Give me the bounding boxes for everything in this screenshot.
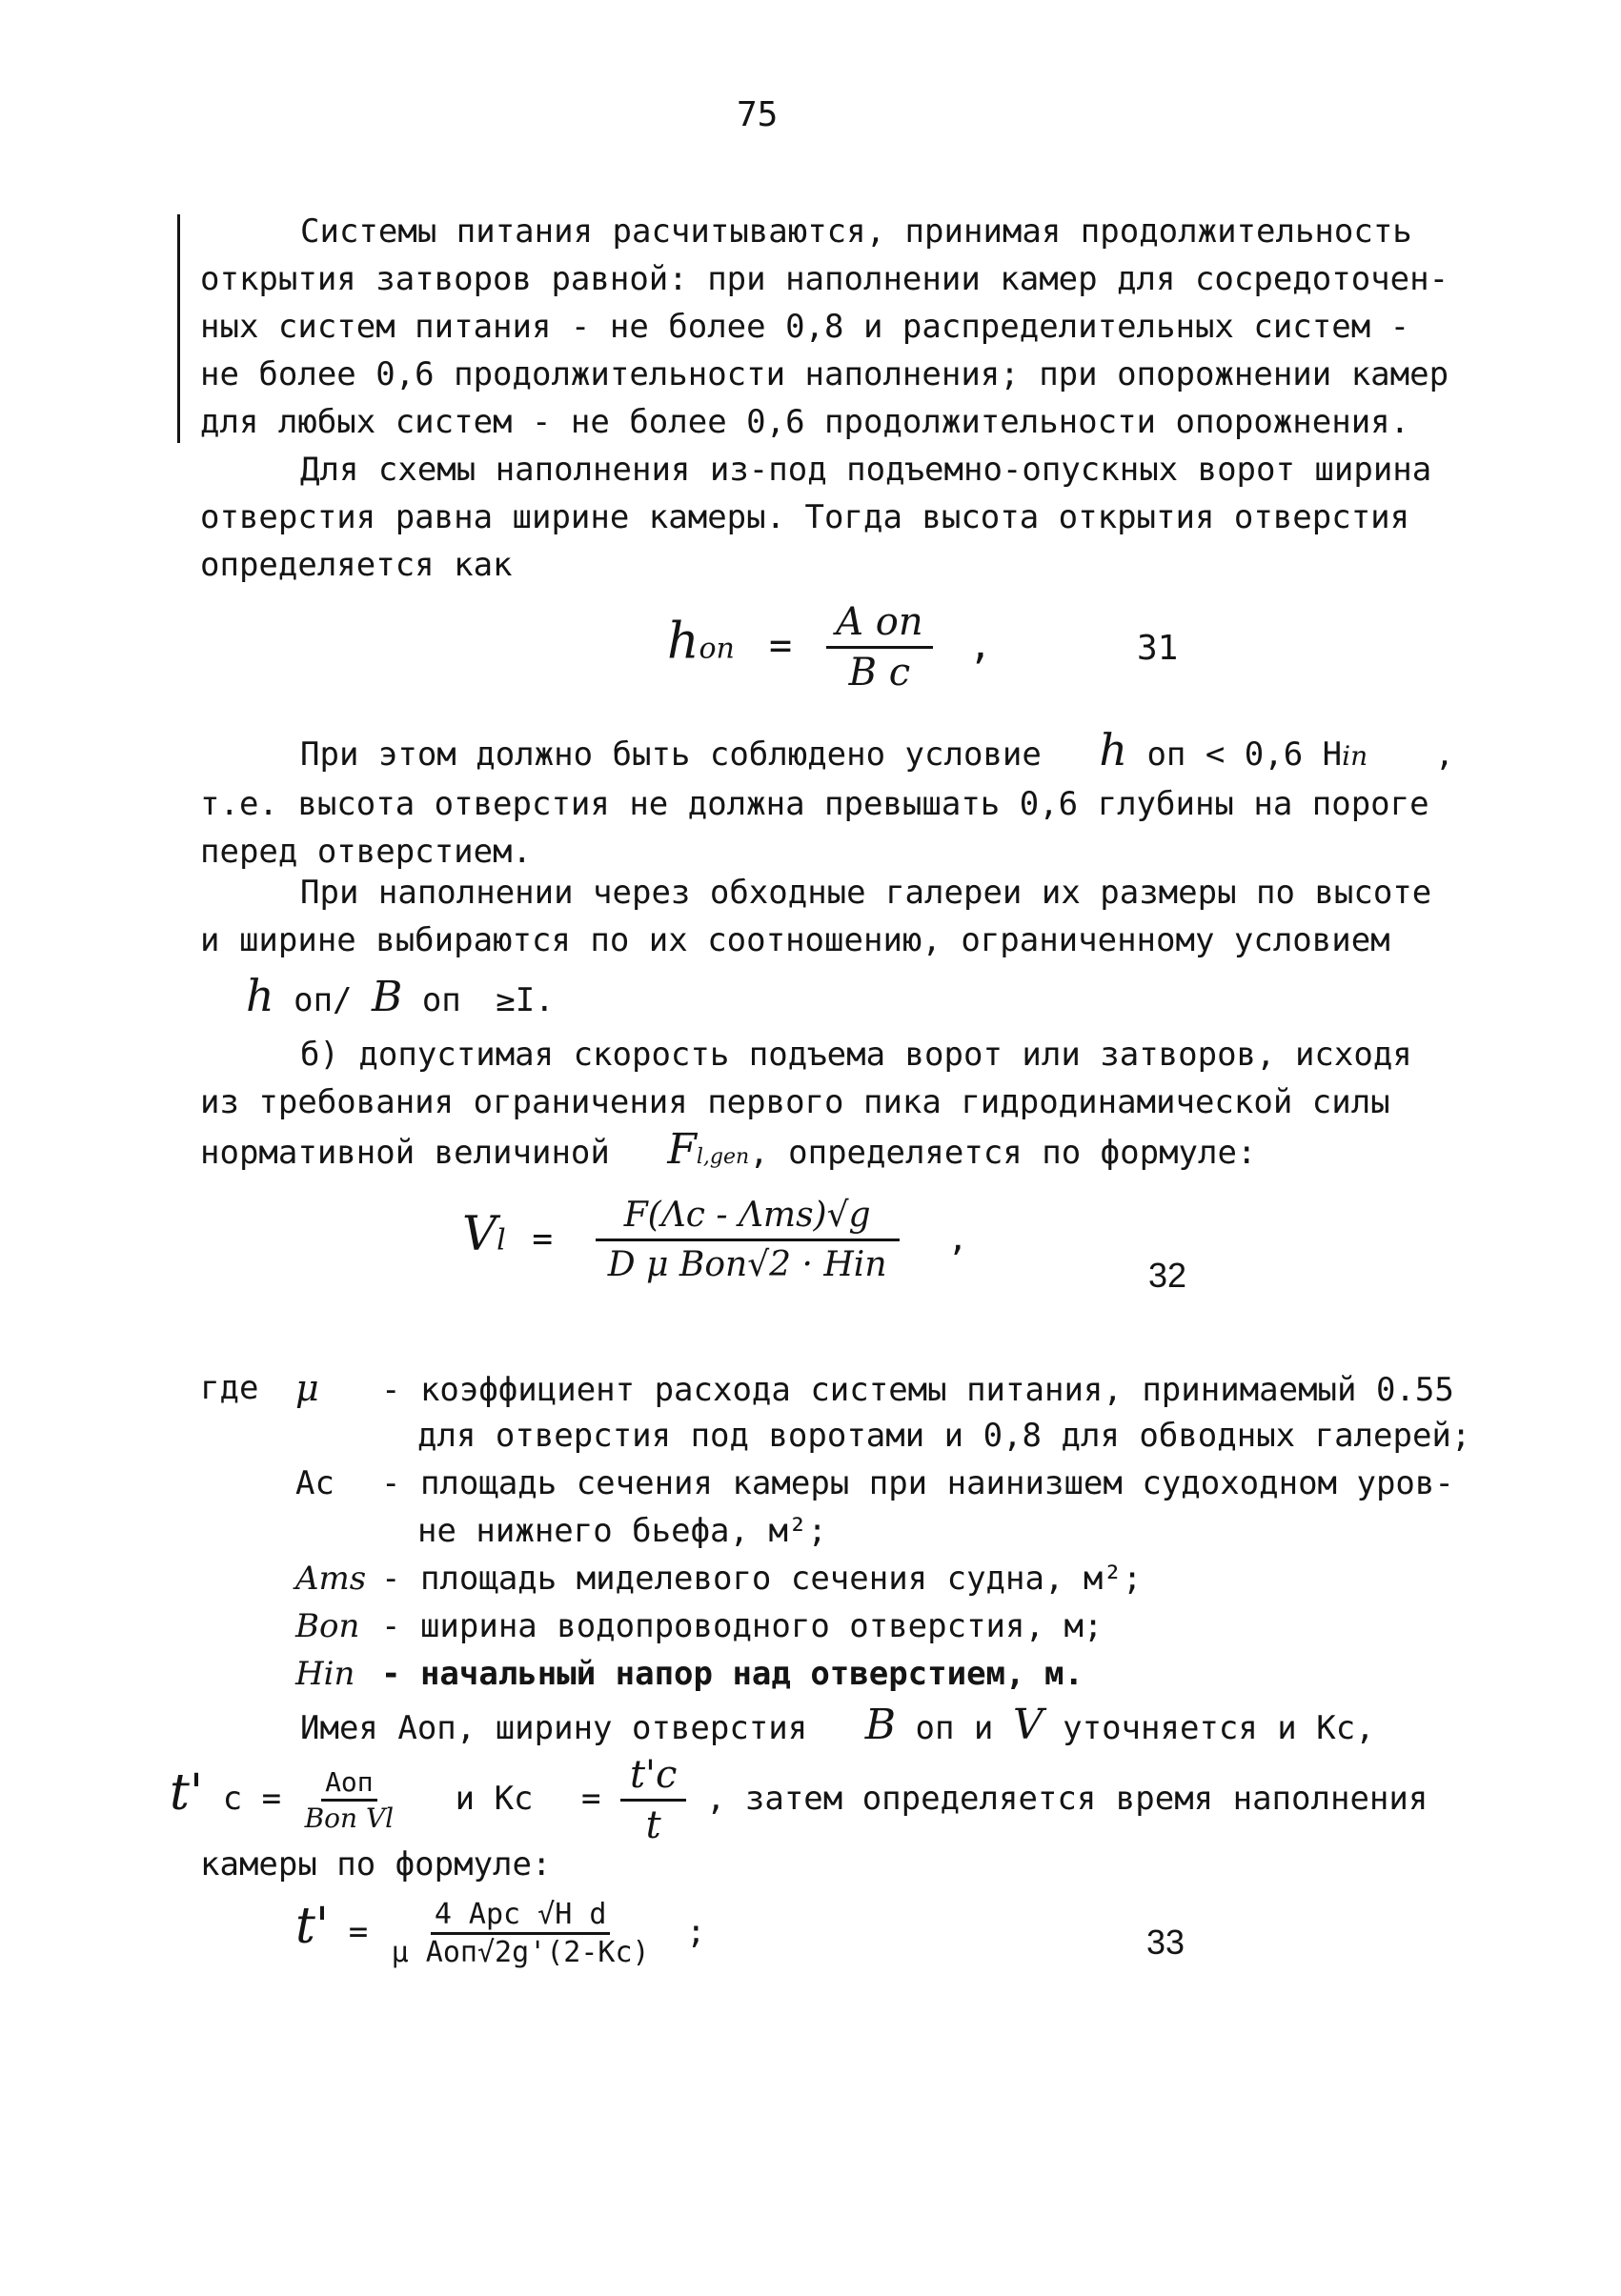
para6-mid: оп и	[896, 1709, 1013, 1747]
kc-text: и Кс	[455, 1780, 534, 1818]
where-def: - ширина водопроводного отверстия, м;	[381, 1607, 1104, 1645]
tc-numerator: Aоп	[321, 1766, 377, 1802]
kc-fraction	[620, 1753, 686, 1847]
eq31-fraction	[826, 600, 932, 695]
where-item	[295, 1460, 1454, 1507]
paragraph-4	[200, 869, 1431, 964]
text-line: т.е. высота отверстия не должна превышать 0,6 глубины на пороге	[200, 785, 1429, 823]
kc-eq: =	[581, 1780, 601, 1818]
equation-31-number: 31	[1137, 629, 1179, 668]
text-line: отверстия равна ширине камеры. Тогда высота открытия отверстия	[200, 498, 1410, 536]
cond2-h-rest: оп/	[274, 981, 372, 1019]
paragraph-6-line-1	[300, 1702, 1375, 1752]
text-line: перед отверстием.	[200, 833, 532, 871]
text-line	[200, 726, 1454, 780]
where-def: - площадь миделевого сечения судна, м²;	[381, 1560, 1143, 1598]
para3-start: При этом должно быть соблюдено условие	[300, 735, 1042, 774]
paragraph-3	[200, 726, 1454, 876]
eq33-eq: =	[348, 1913, 369, 1951]
eq31-denominator: B c	[848, 651, 911, 695]
where-def: - площадь сечения камеры при наинизшем судоходном уров-	[381, 1464, 1454, 1502]
where-def: - начальный напор над отверстием, м.	[381, 1655, 1084, 1693]
equation-33	[295, 1898, 706, 1969]
where-sym-ams: Ams	[295, 1560, 367, 1598]
eq33-semicolon: ;	[686, 1913, 706, 1951]
para6-end: уточняется и Кс,	[1043, 1709, 1375, 1747]
where-sym-bon: Bon	[295, 1607, 360, 1645]
where-sym-mu: μ	[295, 1367, 319, 1409]
para5-end: , определяется по формуле:	[749, 1134, 1257, 1172]
where-item	[295, 1364, 1454, 1414]
tc-denominator: Bоп Vl	[304, 1803, 395, 1834]
eq32-numerator: F(Λc - Λms)√g	[596, 1196, 900, 1241]
where-item-cont: для отверстия под воротами и 0,8 для обводных галерей;	[417, 1417, 1471, 1455]
text-line: и ширине выбираются по их соотношению, ограниченному условием	[200, 921, 1390, 959]
where-item-cont: не нижнего бьефа, м²;	[417, 1512, 827, 1550]
paragraph-5	[200, 1031, 1412, 1181]
paragraph-1	[200, 208, 1449, 446]
eq32-denominator: D μ Bоп√2 · Hin	[607, 1245, 887, 1284]
where-sym-ac: Ac	[295, 1464, 334, 1502]
where-label: где	[200, 1369, 259, 1407]
eq31-numerator: A оп	[826, 600, 932, 649]
cond2-b: B	[372, 973, 403, 1021]
paragraph-2	[200, 446, 1431, 589]
margin-revision-bar	[177, 214, 180, 443]
cond-comma: ,	[1434, 735, 1455, 774]
text-line	[200, 1126, 1412, 1181]
cond-h: h	[1099, 724, 1127, 775]
text-line: не более 0,6 продолжительности наполнения; при опорожнении камер	[200, 355, 1449, 393]
eq33-numerator: 4 Apc √H d	[431, 1898, 611, 1935]
text-line: Системы питания расчитываются, принимая продолжительность	[300, 212, 1412, 251]
cond2-b-rest: оп	[402, 981, 481, 1019]
cond2-ge: ≥I.	[496, 981, 555, 1019]
cond-sub: in	[1342, 740, 1368, 772]
para5-start: нормативной величиной	[200, 1134, 610, 1172]
text-line: При наполнении через обходные галереи их размеры по высоте	[300, 874, 1432, 912]
text-line: открытия затворов равной: при наполнении камер для сосредоточен-	[200, 260, 1449, 298]
para6-b: B	[864, 1701, 897, 1749]
eq32-fraction	[579, 1196, 916, 1284]
eq31-comma: ,	[968, 623, 992, 668]
eq33-fraction	[388, 1898, 654, 1969]
eq32-comma: ,	[947, 1218, 968, 1259]
force-symbol: F	[667, 1125, 697, 1174]
cond-rest: оп < 0,6 H	[1126, 735, 1343, 774]
text-line: б) допустимая скорость подъема ворот или затворов, исходя	[300, 1036, 1412, 1074]
page-number: 75	[737, 95, 779, 134]
where-sym-hin: Hin	[295, 1655, 355, 1693]
paragraph-6-line-3: камеры по формуле:	[200, 1845, 552, 1883]
tc-eq: c =	[222, 1780, 282, 1818]
eq33-denominator: μ Aоп√2g'(2-Kc)	[391, 1936, 650, 1969]
paragraph-6-line-2	[170, 1753, 1428, 1847]
text-line: для любых систем - не более 0,6 продолжительности опорожнения.	[200, 403, 1410, 441]
equation-32: Vl = $\frac{\text{F(Λc - Λms)√g}}{\text{D μ Bоп√2 · Hin}}$ ,	[462, 1196, 968, 1284]
tc-fraction	[301, 1766, 398, 1834]
text-line: определяется как	[200, 546, 513, 584]
kc-denominator: t	[645, 1803, 661, 1847]
eq32-lhs: V	[462, 1205, 497, 1261]
text-line: из требования ограничения первого пика гидродинамической силы	[200, 1083, 1390, 1121]
where-item	[295, 1602, 1103, 1650]
condition-ratio	[246, 970, 555, 1021]
text-line: ных систем питания - не более 0,8 и распределительных систем -	[200, 308, 1410, 346]
equation-31: hоп = $\frac{\text{A оп}}{\text{B c}}$ ,	[667, 600, 992, 695]
para6-line2-end: , затем определяется время наполнения	[705, 1780, 1429, 1818]
eq32-lhs-sub: l	[496, 1223, 506, 1258]
equation-32-number: 32	[1148, 1256, 1187, 1295]
tc-lhs: t'	[170, 1764, 204, 1822]
eq31-lhs-sub: оп	[699, 632, 735, 666]
cond2-h: h	[246, 970, 274, 1021]
where-def: - коэффициент расхода системы питания, принимаемый 0.55	[381, 1371, 1454, 1409]
para6-start: Имея Аоп, ширину отверстия	[300, 1709, 808, 1747]
text-line: Для схемы наполнения из-под подъемно-опускных ворот ширина	[300, 451, 1432, 489]
kc-numerator: t'c	[620, 1753, 686, 1802]
equation-33-number: 33	[1146, 1923, 1185, 1962]
force-symbol-sub: l,gen	[696, 1145, 750, 1169]
para6-v: V	[1012, 1701, 1044, 1749]
where-item	[295, 1650, 1084, 1698]
where-item	[295, 1555, 1142, 1602]
eq33-lhs: t'	[295, 1898, 330, 1955]
eq31-lhs: h	[667, 613, 699, 671]
